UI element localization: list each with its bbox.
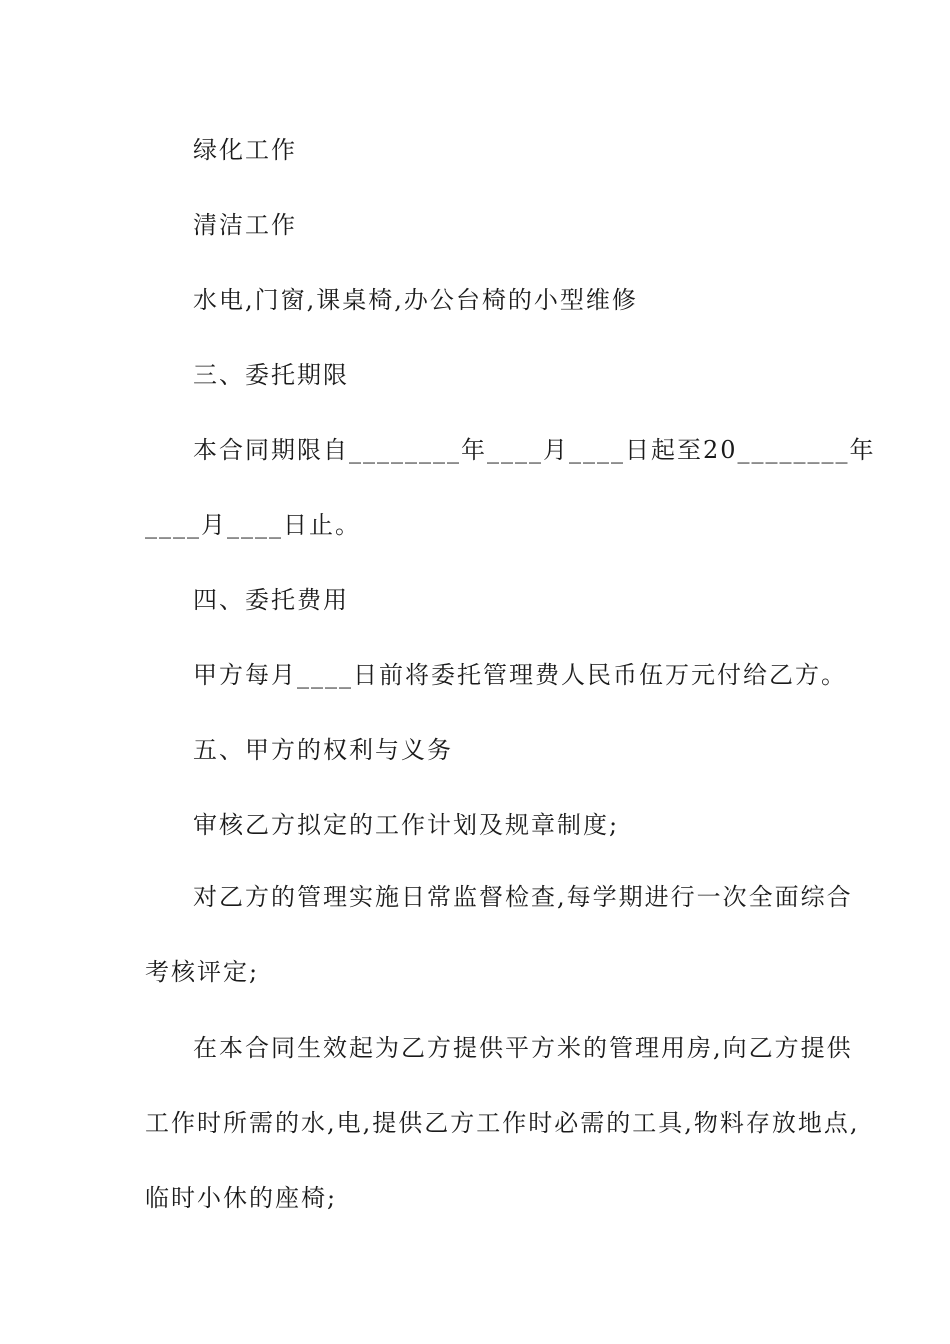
section-heading: 四、委托费用	[193, 586, 349, 614]
text-line: 考核评定;	[145, 958, 260, 986]
text-line: 本合同期限自________年____月____日起至20________年	[193, 436, 876, 464]
text-line: ____月____日止。	[145, 511, 361, 539]
text-line: 工作时所需的水,电,提供乙方工作时必需的工具,物料存放地点,	[145, 1109, 860, 1137]
text-line: 审核乙方拟定的工作计划及规章制度;	[193, 811, 620, 839]
text-line: 在本合同生效起为乙方提供平方米的管理用房,向乙方提供	[193, 1034, 853, 1062]
text-line: 对乙方的管理实施日常监督检查,每学期进行一次全面综合	[193, 883, 853, 911]
text-line: 清洁工作	[193, 211, 297, 239]
section-heading: 三、委托期限	[193, 361, 349, 389]
text-line: 甲方每月____日前将委托管理费人民币伍万元付给乙方。	[193, 661, 847, 689]
text-line: 绿化工作	[193, 136, 297, 164]
text-line: 临时小休的座椅;	[145, 1184, 338, 1212]
section-heading: 五、甲方的权利与义务	[193, 736, 453, 764]
text-line: 水电,门窗,课桌椅,办公台椅的小型维修	[193, 286, 638, 314]
